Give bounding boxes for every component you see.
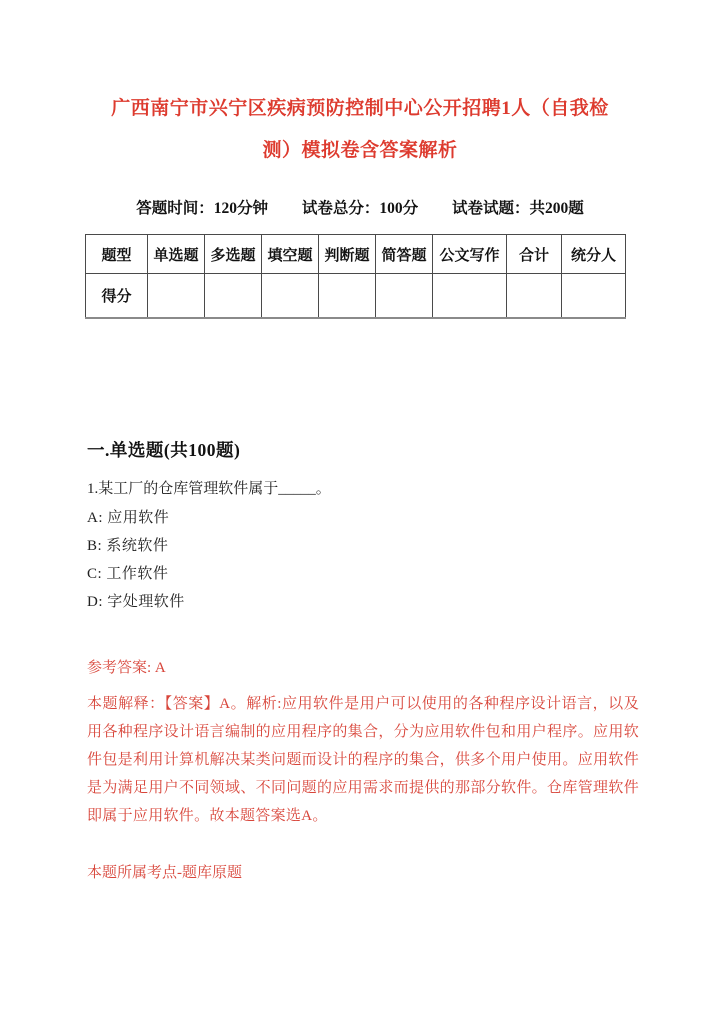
header-cell-total: 合计: [507, 235, 562, 274]
exam-info-time: 答题时间：120分钟: [136, 200, 268, 217]
score-cell-empty: [507, 274, 562, 318]
score-table-score-row: [86, 274, 626, 318]
exam-info-question-count: 试卷试题：共200题: [452, 200, 584, 217]
option-d: D: 字处理软件: [87, 593, 185, 610]
score-cell-empty: [433, 274, 507, 318]
answer-explanation: 本题解释：【答案】A。解析:应用软件是用户可以使用的各种程序设计语言，以及用各种程序设计语言编制的应用程序的集合，分为应用软件包和用户程序。应用软件包是利用计算机解决某类问题而设计的程序的集合，供多个用户使用。应用软件是为满足用户不同领域、不同问题的应用需求而提供的那部分软件。仓库管理软件即属于应用软件。故本题答案选A。: [87, 695, 639, 824]
header-cell-multi-choice: 多选题: [205, 235, 262, 274]
score-table: [85, 234, 626, 319]
exam-info-line: [85, 196, 635, 218]
document-title: 广西南宁市兴宁区疾病预防控制中心公开招聘1人（自我检测）模拟卷含答案解析: [111, 98, 609, 161]
score-cell-empty: [262, 274, 319, 318]
reference-answer: 参考答案: A: [87, 659, 166, 676]
header-cell-question-type: 题型: [86, 235, 148, 274]
header-cell-official-writing: 公文写作: [433, 235, 507, 274]
exam-info-total-score: 试卷总分：100分: [301, 200, 419, 217]
header-cell-true-false: 判断题: [319, 235, 376, 274]
score-cell-empty: [205, 274, 262, 318]
option-b: B: 系统软件: [87, 537, 169, 554]
question-options: [87, 511, 635, 610]
section-heading: 一.单选题(共100题): [87, 439, 241, 460]
header-cell-scorer: 统分人: [562, 235, 626, 274]
option-c: C: 工作软件: [87, 565, 169, 582]
header-cell-fill-blank: 填空题: [262, 235, 319, 274]
option-a: A: 应用软件: [87, 509, 170, 526]
question-text: 1.某工厂的仓库管理软件属于_____。: [87, 480, 331, 497]
score-table-header-row: [86, 235, 626, 274]
header-cell-single-choice: 单选题: [148, 235, 205, 274]
score-cell-empty: [376, 274, 433, 318]
score-cell-empty: [319, 274, 376, 318]
score-row-label: 得分: [86, 274, 148, 318]
header-cell-short-answer: 简答题: [376, 235, 433, 274]
score-cell-empty: [148, 274, 205, 318]
knowledge-point-note: 本题所属考点-题库原题: [87, 864, 242, 881]
score-cell-empty: [562, 274, 626, 318]
